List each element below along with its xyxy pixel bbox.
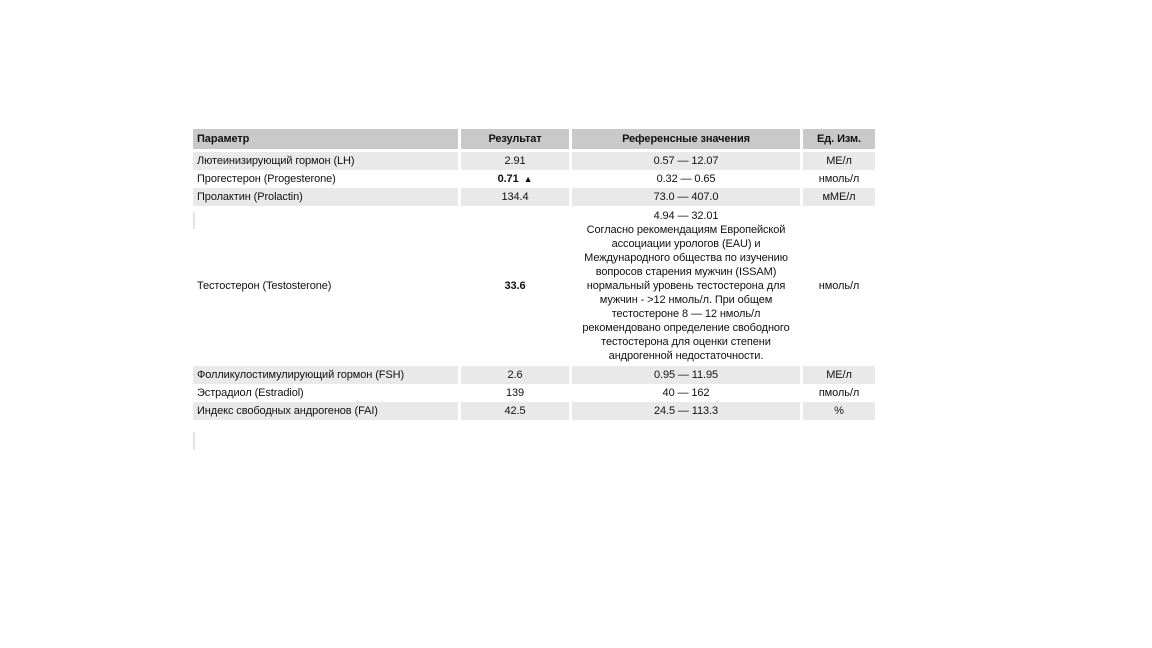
reference-note: Согласно рекомендациям Европейской ассоциации урологов (EAU) и Международного общества по изучению вопросов старения мужчин (ISSAM) нормальный уровень тестостерона для мужчин - >12 нмоль/л. При общем тестостероне 8 — 12 нмоль/л рекомендовано определение свободного тестостерона для оценки степени андрогенной недостаточности.: [582, 224, 790, 362]
param-cell: Лютеинизирующий гормон (LH): [193, 152, 458, 170]
result-value: 0.71: [497, 173, 519, 185]
reference-range: 4.94 — 32.01: [653, 210, 719, 222]
unit-cell: МЕ/л: [803, 152, 875, 170]
unit-cell: МЕ/л: [803, 366, 875, 384]
result-cell: 139: [505, 387, 525, 399]
unit-cell: нмоль/л: [818, 173, 860, 185]
param-cell: Индекс свободных андрогенов (FAI): [193, 402, 458, 420]
reference-cell: [572, 206, 800, 366]
table-row-fai: [193, 402, 875, 420]
unit-cell: пмоль/л: [818, 387, 860, 399]
param-cell: Тестостерон (Testosterone): [197, 280, 332, 292]
table-row-progesterone: [193, 170, 875, 188]
high-value-triangle-icon: ▲: [523, 174, 533, 184]
result-cell: [461, 170, 569, 188]
param-cell: Прогестерон (Progesterone): [197, 173, 336, 185]
reference-cell: 0.95 — 11.95: [572, 366, 800, 384]
result-cell: 2.6: [461, 366, 569, 384]
table-row-lh: [193, 152, 875, 170]
table-row-testosterone: [193, 206, 875, 366]
result-cell: 134.4: [461, 188, 569, 206]
table-row-prolactin: [193, 188, 875, 206]
unit-cell: нмоль/л: [818, 280, 860, 292]
param-cell: Эстрадиол (Estradiol): [197, 387, 304, 399]
table-row-estradiol: [193, 384, 875, 402]
param-cell: Пролактин (Prolactin): [193, 188, 458, 206]
result-cell: 42.5: [461, 402, 569, 420]
reference-cell: 0.57 — 12.07: [572, 152, 800, 170]
table-left-border-artifact: [193, 212, 195, 229]
reference-cell: 24.5 — 113.3: [572, 402, 800, 420]
table-left-border-artifact: [193, 432, 195, 450]
unit-cell: мМЕ/л: [803, 188, 875, 206]
header-cell-reference: Референсные значения: [572, 129, 800, 149]
reference-cell: 0.32 — 0.65: [656, 173, 716, 185]
header-cell-parameter: Параметр: [193, 129, 458, 149]
param-cell: Фолликулостимулирующий гормон (FSH): [193, 366, 458, 384]
lab-results-table: [193, 129, 875, 420]
result-cell: 2.91: [461, 152, 569, 170]
table-row-fsh: [193, 366, 875, 384]
unit-cell: %: [803, 402, 875, 420]
header-cell-unit: Ед. Изм.: [803, 129, 875, 149]
reference-cell: 73.0 — 407.0: [572, 188, 800, 206]
result-value: 33.6: [504, 280, 526, 292]
table-header-row: [193, 129, 875, 149]
header-cell-result: Результат: [461, 129, 569, 149]
reference-cell: 40 — 162: [662, 387, 710, 399]
result-cell: [461, 206, 569, 366]
